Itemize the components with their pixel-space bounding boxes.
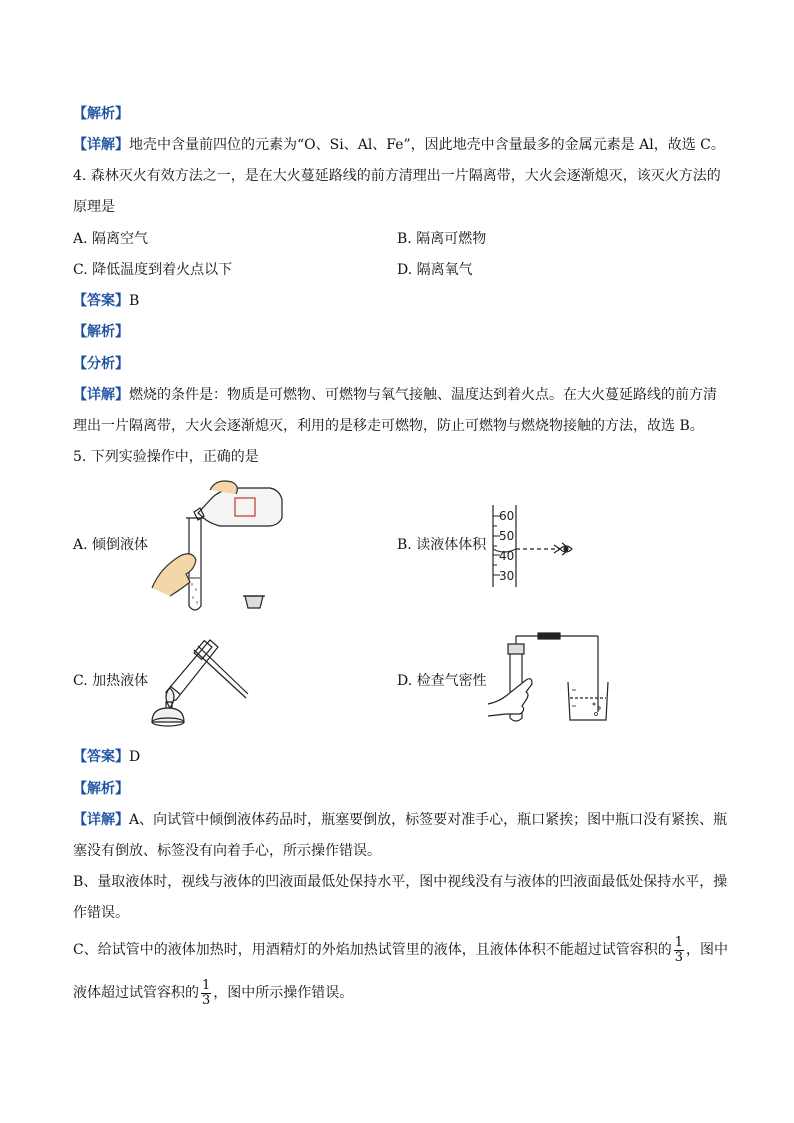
q4-stem-line2: 原理是 xyxy=(73,199,115,215)
q4-stem-line1: 4. 森林灭火有效方法之一，是在大火蔓延路线的前方清理出一片隔离带，大火会逐渐熄灭，该灭火方法的 xyxy=(73,168,721,184)
jiexi-heading-q5: 【解析】 xyxy=(73,781,129,797)
cylinder-tick-50: 50 xyxy=(499,529,515,543)
xiangjie-tag: 【详解】 xyxy=(73,387,129,403)
q4-explanation-text1: 燃烧的条件是：物质是可燃物、可燃物与氧气接触、温度达到着火点。在大火蔓延路线的前方清 xyxy=(129,387,717,403)
q4-option-d: D. 隔离氧气 xyxy=(397,262,473,278)
q5-option-c: C. 加热液体 xyxy=(73,673,149,689)
q4-option-b: B. 隔离可燃物 xyxy=(397,231,487,247)
q5-explanation-c-line1 xyxy=(73,933,728,967)
fraction-numerator: 1 xyxy=(202,977,211,993)
q4-explanation-line1 xyxy=(73,385,717,405)
answer-tag: 【答案】 xyxy=(73,749,129,765)
q5-explanation-c-text1-end: ，图中 xyxy=(686,942,728,958)
heating-liquid-figure xyxy=(148,632,252,728)
xiangjie-tag: 【详解】 xyxy=(73,137,129,153)
q5-explanation-b-line1: B、量取液体时，视线与液体的凹液面最低处保持水平，图中视线没有与液体的凹液面最低处保持水平，操 xyxy=(73,874,728,890)
fraction-numerator: 1 xyxy=(674,934,683,950)
answer-tag: 【答案】 xyxy=(73,293,129,309)
q3-explanation xyxy=(73,135,725,155)
xiangjie-tag: 【详解】 xyxy=(73,812,129,828)
q5-option-a: A. 倾倒液体 xyxy=(73,537,149,553)
cylinder-tick-30: 30 xyxy=(499,569,515,583)
q4-answer xyxy=(73,291,139,311)
fraction-one-third xyxy=(674,936,684,965)
q4-explanation-line2: 理出一片隔离带，大火会逐渐熄灭，利用的是移走可燃物，防止可燃物与燃烧物接触的方法，故选 B。 xyxy=(73,418,704,434)
fraction-one-third xyxy=(201,979,211,1008)
cylinder-reading-figure xyxy=(480,505,580,589)
q5-answer xyxy=(73,747,140,767)
q4-answer-value: B xyxy=(129,293,140,309)
cylinder-tick-60: 60 xyxy=(499,509,515,523)
cylinder-tick-40: 40 xyxy=(499,549,515,563)
q5-explanation-c-text2-end: ，图中所示操作错误。 xyxy=(213,985,354,1001)
q5-explanation-a-line1 xyxy=(73,810,727,830)
q5-option-b: B. 读液体体积 xyxy=(397,537,487,553)
fraction-denominator: 3 xyxy=(674,949,683,965)
jiexi-heading-q3: 【解析】 xyxy=(73,106,129,122)
q5-stem: 5. 下列实验操作中，正确的是 xyxy=(73,449,259,465)
fraction-denominator: 3 xyxy=(202,992,211,1008)
q5-explanation-c-text1: C、给试管中的液体加热时，用酒精灯的外焰加热试管里的液体，且液体体积不能超过试管容积的 xyxy=(73,942,672,958)
q5-answer-value: D xyxy=(129,749,141,765)
q3-explanation-text: 地壳中含量前四位的元素为“O、Si、Al、Fe”，因此地壳中含量最多的金属元素是 Al，故选 C。 xyxy=(129,137,725,153)
q5-option-d: D. 检查气密性 xyxy=(397,673,487,689)
q5-explanation-c-text2: 液体超过试管容积的 xyxy=(73,985,199,1001)
fenxi-heading-q4: 【分析】 xyxy=(73,356,129,372)
q4-option-c: C. 降低温度到着火点以下 xyxy=(73,262,233,278)
q5-explanation-a-line2: 塞没有倒放、标签没有向着手心，所示操作错误。 xyxy=(73,843,381,859)
jiexi-heading-q4: 【解析】 xyxy=(73,324,129,340)
q4-option-a: A. 隔离空气 xyxy=(73,231,149,247)
q5-explanation-a-text1: A、向试管中倾倒液体药品时，瓶塞要倒放，标签要对准手心，瓶口紧挨；图中瓶口没有紧挨、瓶 xyxy=(129,812,728,828)
q5-explanation-b-line2: 作错误。 xyxy=(73,905,129,921)
pouring-liquid-figure xyxy=(150,478,290,618)
q5-explanation-c-line2 xyxy=(73,976,353,1010)
airtightness-check-figure xyxy=(486,632,610,724)
